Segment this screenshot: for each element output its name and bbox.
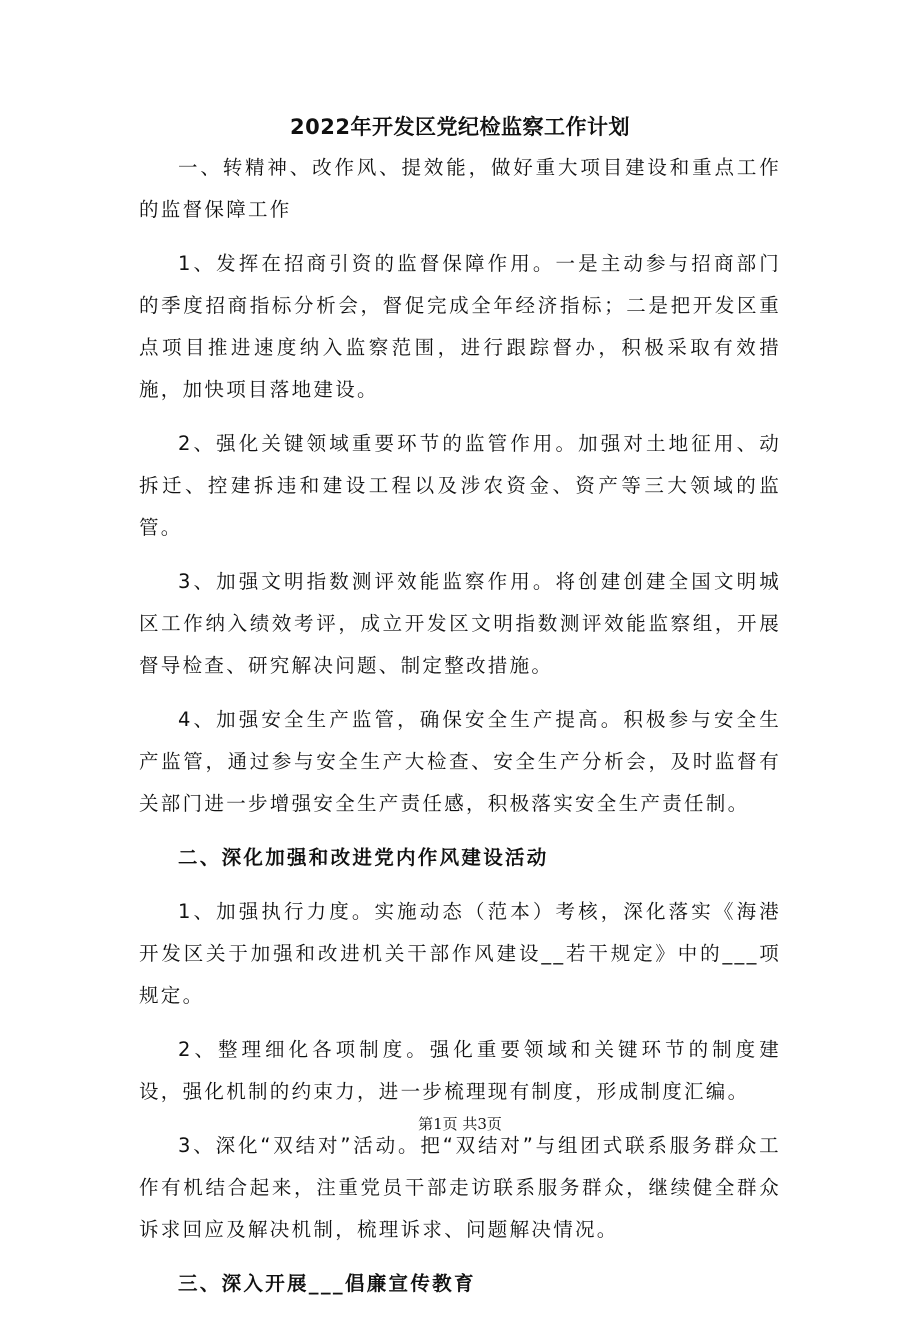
paragraph-item-1-2: 2、强化关键领域重要环节的监管作用。加强对土地征用、动拆迁、控建拆违和建设工程以及涉农资金、资产等三大领域的监管。 [139,432,781,539]
paragraph-item-2-3: 3、深化“双结对”活动。把“双结对”与组团式联系服务群众工作有机结合起来，注重党员干部走访联系服务群众，继续健全群众诉求回应及解决机制，梳理诉求、问题解决情况。 [139,1134,781,1241]
paragraph-section-1-intro: 一、转精神、改作风、提效能，做好重大项目建设和重点工作的监督保障工作 [139,156,781,221]
section-heading-2: 二、深化加强和改进党内作风建设活动 [178,846,549,869]
paragraph-item-1-4: 4、加强安全生产监管，确保安全生产提高。积极参与安全生产监管，通过参与安全生产大检查、安全生产分析会，及时监督有关部门进一步增强安全生产责任感，积极落实安全生产责任制。 [139,708,781,815]
page-title: 2022年开发区党纪检监察工作计划 [290,115,630,139]
section-heading-3: 三、深入开展___倡廉宣传教育 [178,1272,476,1295]
page-footer: 第1页 共3页 [418,1115,502,1133]
paragraph-item-2-1: 1、加强执行力度。实施动态（范本）考核，深化落实《海港开发区关于加强和改进机关干部作风建设__若干规定》中的___项规定。 [139,900,781,1007]
paragraph-item-2-2: 2、整理细化各项制度。强化重要领域和关键环节的制度建设，强化机制的约束力，进一步梳理现有制度，形成制度汇编。 [139,1038,781,1103]
paragraph-item-1-1: 1、发挥在招商引资的监督保障作用。一是主动参与招商部门的季度招商指标分析会，督促完成全年经济指标；二是把开发区重点项目推进速度纳入监察范围，进行跟踪督办，积极采取有效措施，加快项目落地建设。 [139,252,781,401]
document-body [139,147,781,1317]
paragraph-item-1-3: 3、加强文明指数测评效能监察作用。将创建创建全国文明城区工作纳入绩效考评，成立开发区文明指数测评效能监察组，开展督导检查、研究解决问题、制定整改措施。 [139,570,781,677]
